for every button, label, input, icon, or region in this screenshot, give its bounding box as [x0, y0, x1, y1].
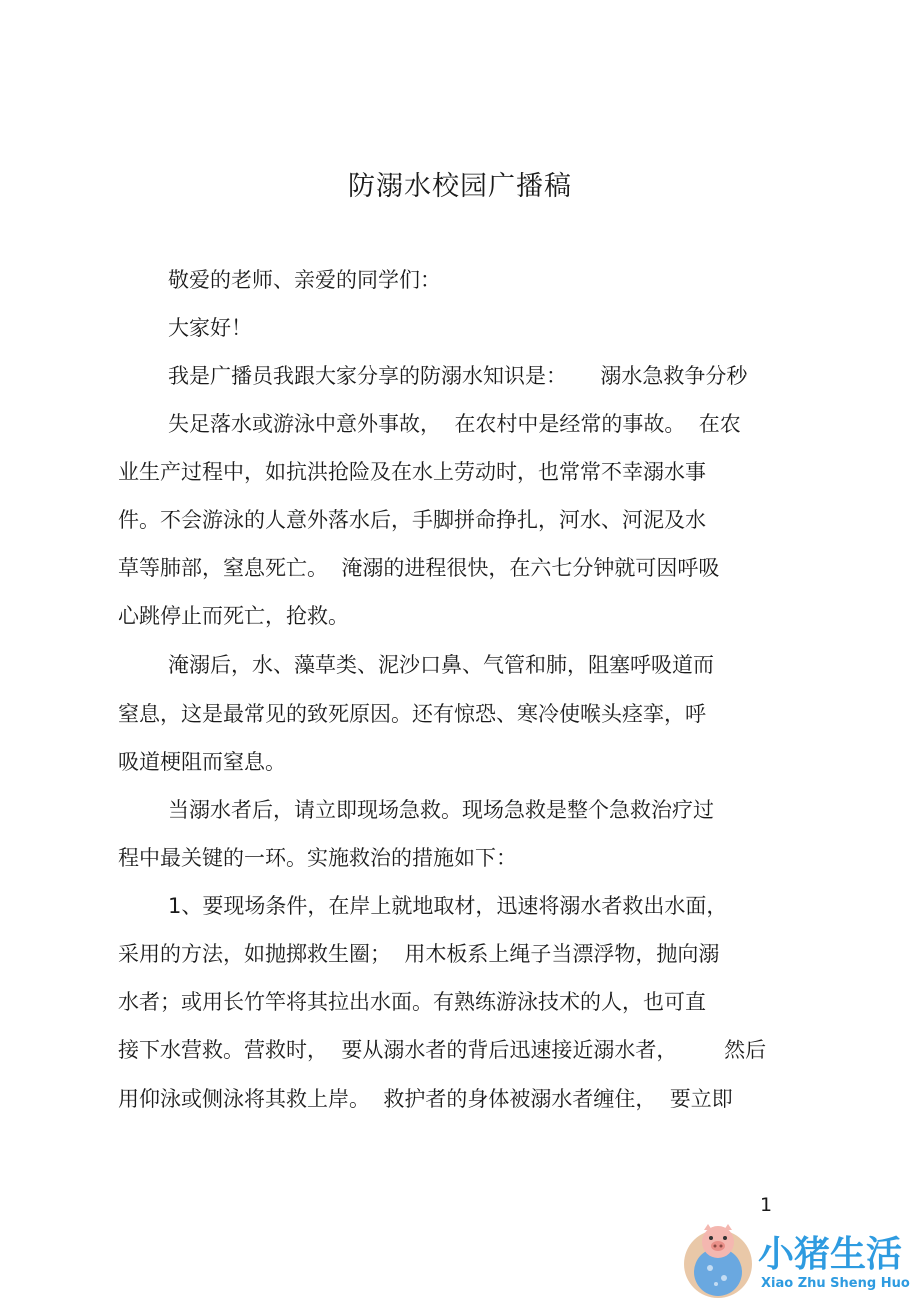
- paragraph-line: 水者；或用长竹竿将其拉出水面。有熟练游泳技术的人，也可直: [118, 990, 706, 1014]
- pig-mascot-icon: [680, 1220, 756, 1300]
- paragraph-line: 采用的方法，如抛掷救生圈； 用木板系上绳子当漂浮物，抛向溺: [118, 942, 720, 966]
- watermark-logo: [680, 1218, 920, 1303]
- paragraph-line: 大家好！: [168, 316, 252, 340]
- paragraph-line: 1、要现场条件，在岸上就地取材，迅速将溺水者救出水面，: [168, 894, 728, 918]
- paragraph-line: 用仰泳或侧泳将其救上岸。 救护者的身体被溺水者缠住， 要立即: [118, 1087, 733, 1111]
- document-title: 防溺水校园广播稿: [348, 171, 572, 202]
- watermark-english-text: Xiao Zhu Sheng Huo: [761, 1276, 910, 1291]
- paragraph-line: 接下水营救。营救时， 要从溺水者的背后迅速接近溺水者， 然后: [118, 1038, 767, 1062]
- paragraph-line: 件。不会游泳的人意外落水后，手脚拼命挣扎，河水、河泥及水: [118, 508, 706, 532]
- paragraph-line: 失足落水或游泳中意外事故， 在农村中是经常的事故。 在农: [168, 412, 741, 436]
- paragraph-line: 业生产过程中，如抗洪抢险及在水上劳动时，也常常不幸溺水事: [118, 460, 706, 484]
- paragraph-line: 当溺水者后，请立即现场急救。现场急救是整个急救治疗过: [168, 798, 714, 822]
- paragraph-line: 吸道梗阻而窒息。: [118, 750, 286, 774]
- page-number: 1: [760, 1194, 773, 1216]
- watermark-chinese-text: 小猪生活: [758, 1234, 903, 1275]
- paragraph-line: 窒息，这是最常见的致死原因。还有惊恐、寒冷使喉头痉挛，呼: [118, 702, 706, 726]
- paragraph-line: 淹溺后，水、藻草类、泥沙口鼻、气管和肺，阻塞呼吸道而: [168, 653, 714, 677]
- paragraph-line: 草等肺部，窒息死亡。 淹溺的进程很快，在六七分钟就可因呼吸: [118, 556, 720, 580]
- paragraph-line: 心跳停止而死亡，抢救。: [118, 604, 349, 628]
- paragraph-line: 我是广播员我跟大家分享的防溺水知识是： 溺水急救争分秒: [168, 364, 748, 388]
- paragraph-line: 敬爱的老师、亲爱的同学们：: [168, 268, 441, 292]
- paragraph-line: 程中最关键的一环。实施救治的措施如下：: [118, 846, 517, 870]
